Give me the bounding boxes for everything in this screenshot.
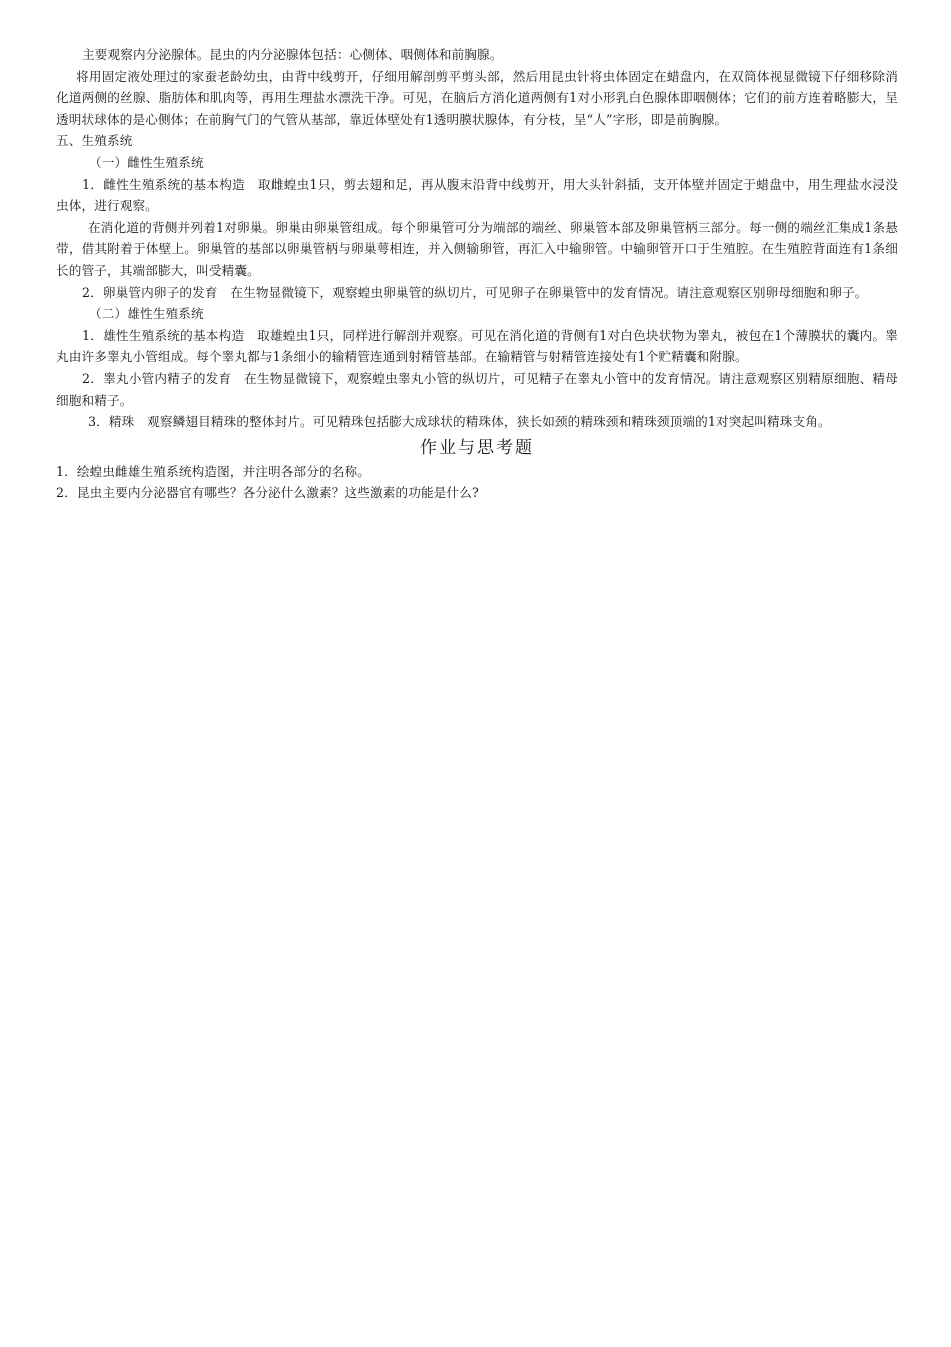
- intro-paragraph: 主要观察内分泌腺体。昆虫的内分泌腺体包括：心侧体、咽侧体和前胸腺。: [82, 47, 503, 62]
- male-structure-paragraph: 1．雄性生殖系统的基本构造 取雄蝗虫1只，同样进行解剖并观察。可见在消化道的背侧有1对白色块状物为睾丸，被包在1个薄膜状的囊内。睾丸由许多睾丸小管组成。每个睾丸都与1条细小的输精管连通到射精管基部。在输精管与射精管连接处有1个贮精囊和附腺。: [56, 327, 898, 365]
- document-page: [56, 44, 898, 504]
- homework-title: 作业与思考题: [420, 437, 534, 458]
- subheading-male: （二）雄性生殖系统: [89, 306, 204, 322]
- subheading-female: （一）雌性生殖系统: [89, 154, 204, 170]
- female-structure-paragraph: 1．雌性生殖系统的基本构造 取雌蝗虫1只，剪去翅和足，再从腹末沿背中线剪开，用大头针斜插，支开体壁并固定于蜡盘中，用生理盐水浸没虫体，进行观察。: [56, 176, 898, 214]
- ovary-description-paragraph: 在消化道的背侧并列着1对卵巢。卵巢由卵巢管组成。每个卵巢管可分为端部的端丝、卵巢管本部及卵巢管柄三部分。每一侧的端丝汇集成1条悬带，借其附着于体壁上。卵巢管的基部以卵巢管柄与卵巢萼相连，并入侧输卵管，再汇入中输卵管。中输卵管开口于生殖腔。在生殖腔背面连有1条细长的管子，其端部膨大，叫受精囊。: [56, 219, 898, 278]
- sperm-development-paragraph: 2．睾丸小管内精子的发育 在生物显微镜下，观察蝗虫睾丸小管的纵切片，可见精子在睾丸小管中的发育情况。请注意观察区别精原细胞、精母细胞和精子。: [56, 370, 898, 408]
- egg-development-paragraph: 2．卵巢管内卵子的发育 在生物显微镜下，观察蝗虫卵巢管的纵切片，可见卵子在卵巢管中的发育情况。请注意观察区别卵母细胞和卵子。: [82, 284, 868, 300]
- homework-question-1: 1．绘蝗虫雌雄生殖系统构造图，并注明各部分的名称。: [56, 463, 371, 479]
- homework-question-2: 2．昆虫主要内分泌器官有哪些？各分泌什么激素？这些激素的功能是什么?: [56, 485, 479, 501]
- silkworm-dissection-paragraph: 将用固定液处理过的家蚕老龄幼虫，由背中线剪开，仔细用解剖剪平剪头部，然后用昆虫针将虫体固定在蜡盘内，在双筒体视显微镜下仔细移除消化道两侧的丝腺、脂肪体和肌肉等，再用生理盐水漂洗干净。可见，在脑后方消化道两侧有1对小形乳白色腺体即咽侧体；它们的前方连着略膨大，呈透明状球体的是心侧体；在前胸气门的气管从基部，靠近体壁处有1透明膜状腺体，有分枝，呈“人”字形，即是前胸腺。: [56, 68, 898, 127]
- spermatophore-paragraph: 3．精珠 观察鳞翅目精珠的整体封片。可见精珠包括膨大成球状的精珠体，狭长如颈的精珠颈和精珠颈顶端的1对突起叫精珠支角。: [88, 414, 831, 430]
- section-heading-reproductive: 五、生殖系统: [56, 133, 133, 149]
